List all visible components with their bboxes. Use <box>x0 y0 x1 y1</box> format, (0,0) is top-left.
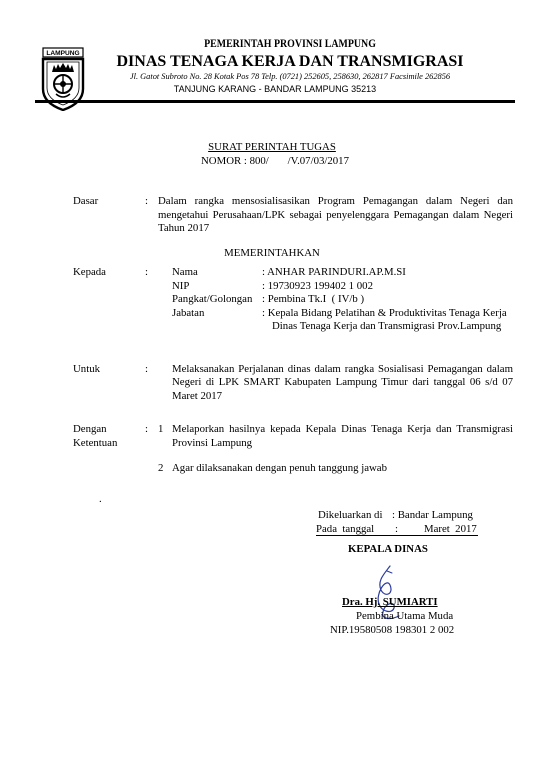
field-value-nip: : 19730923 199402 1 002 <box>262 280 373 292</box>
field-label-nama: Nama <box>172 266 198 278</box>
ketentuan-label: Dengan <box>73 423 107 435</box>
ketentuan-item-number: 2 <box>158 462 164 474</box>
untuk-label: Untuk <box>73 363 100 375</box>
ketentuan-colon: : <box>145 423 148 435</box>
agency-name: DINAS TENAGA KERJA DAN TRANSMIGRASI <box>116 53 464 70</box>
ketentuan-item-line: Provinsi Lampung <box>172 437 253 449</box>
signatory-name: Dra. Hj. SUMIARTI <box>342 596 438 608</box>
government-name: PEMERINTAH PROVINSI LAMPUNG <box>204 38 376 50</box>
signatory-nip: NIP.19580508 198301 2 002 <box>330 624 455 636</box>
dasar-line: Dalam rangka mensosialisasikan Program Pemagangan dalam Negeri dan <box>158 195 513 207</box>
ketentuan-item-line: Agar dilaksanakan dengan penuh tanggung jawab <box>172 462 387 474</box>
kepada-label: Kepada <box>73 266 106 278</box>
issued-value: : Bandar Lampung <box>392 509 473 521</box>
signatory-rank: Pembina Utama Muda <box>356 610 454 622</box>
untuk-line: Negeri di LPK SMART Kabupaten Lampung Timur dari tanggal 06 s/d 07 <box>172 376 513 388</box>
stray-mark: . <box>99 493 102 505</box>
letterhead-rule <box>35 100 515 103</box>
ketentuan-label: Ketentuan <box>73 437 118 449</box>
agency-city: TANJUNG KARANG - BANDAR LAMPUNG 35213 <box>173 84 377 94</box>
field-label-jabatan: Jabatan <box>172 307 205 319</box>
instruction-heading: MEMERINTAHKAN <box>224 247 320 259</box>
date-colon: : <box>395 523 398 535</box>
ketentuan-item-number: 1 <box>158 423 164 435</box>
dasar-colon: : <box>145 195 148 207</box>
document-number: NOMOR : 800/ /V.07/03/2017 <box>201 155 349 167</box>
untuk-colon: : <box>145 363 148 375</box>
ketentuan-item-line: Melaporkan hasilnya kepada Kepala Dinas Tenaga Kerja dan Transmigrasi <box>172 423 513 435</box>
field-label-nip: NIP <box>172 280 190 292</box>
dasar-line: mengetahui Perusahaan/LPK sebagai penyelenggara Pemagangan dalam Negeri <box>158 209 513 221</box>
field-value-jabatan: : Kepala Bidang Pelatihan & Produktivitas Tenaga Kerja <box>262 307 507 319</box>
signatory-position: KEPALA DINAS <box>348 543 428 555</box>
date-value: Maret 2017 <box>424 523 477 535</box>
date-row <box>316 523 478 536</box>
logo-text: LAMPUNG <box>46 50 81 58</box>
field-value-pangkat: : Pembina Tk.I ( IV/b ) <box>262 293 365 305</box>
document-title: SURAT PERINTAH TUGAS <box>208 141 336 153</box>
agency-address: Jl. Gatot Subroto No. 28 Kotak Pos 78 Telp. (0721) 252605, 258630, 262817 Facsimile 262856 <box>129 72 451 81</box>
dasar-line: Tahun 2017 <box>158 222 210 234</box>
date-label: Pada tanggal <box>316 523 375 535</box>
field-label-pangkat: Pangkat/Golongan <box>172 293 253 305</box>
untuk-line: Melaksanakan Perjalanan dinas dalam rangka Sosialisasi Pemagangan dalam <box>172 363 513 375</box>
field-value-jabatan-continuation: Dinas Tenaga Kerja dan Transmigrasi Prov.Lampung <box>272 320 502 332</box>
issued-label: Dikeluarkan di <box>318 509 383 521</box>
kepada-colon: : <box>145 266 148 278</box>
province-logo <box>35 34 81 98</box>
untuk-line: Maret 2017 <box>172 390 223 402</box>
field-value-nama: : ANHAR PARINDURI.AP.M.SI <box>262 266 406 278</box>
dasar-label: Dasar <box>73 195 99 207</box>
